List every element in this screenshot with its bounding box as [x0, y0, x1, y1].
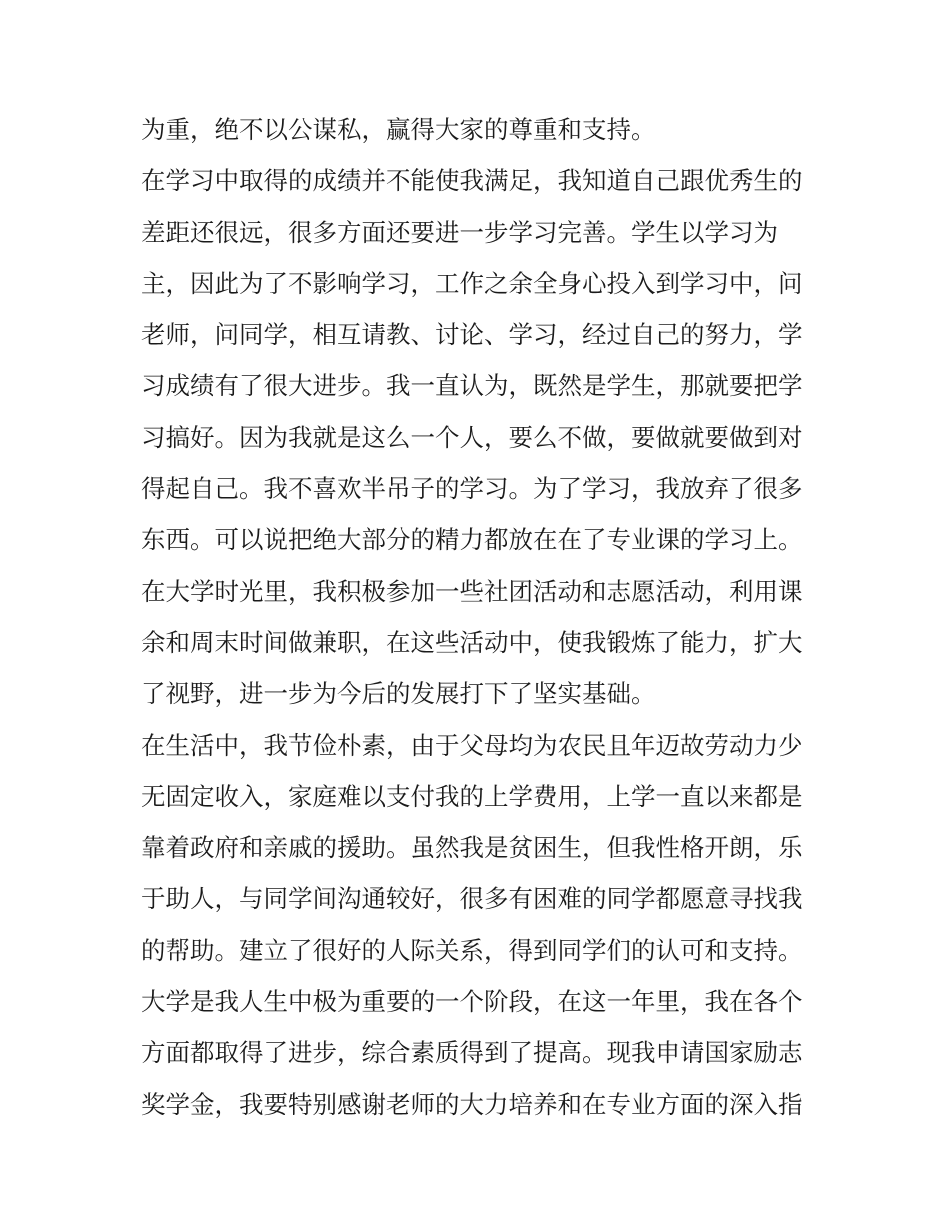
- text-line: 老师，问同学，相互请教、讨论、学习，经过自己的努力，学: [141, 320, 803, 350]
- text-line: 习成绩有了很大进步。我一直认为，既然是学生，那就要把学: [141, 371, 803, 401]
- text-line: 了视野，进一步为今后的发展打下了坚实基础。: [141, 679, 656, 709]
- text-line: 主，因此为了不影响学习，工作之余全身心投入到学习中，问: [141, 268, 803, 298]
- text-line: 的帮助。建立了很好的人际关系，得到同学们的认可和支持。: [141, 935, 803, 965]
- text-line: 方面都取得了进步，综合素质得到了提高。现我申请国家励志: [141, 1038, 803, 1068]
- text-line: 大学是我人生中极为重要的一个阶段，在这一年里，我在各个: [141, 987, 803, 1017]
- text-line: 靠着政府和亲戚的援助。虽然我是贫困生，但我性格开朗，乐: [141, 833, 803, 863]
- text-line: 在学习中取得的成绩并不能使我满足，我知道自己跟优秀生的: [141, 166, 803, 196]
- text-line: 差距还很远，很多方面还要进一步学习完善。学生以学习为: [141, 217, 778, 247]
- document-body: [141, 104, 821, 1130]
- text-line: 于助人，与同学间沟通较好，很多有困难的同学都愿意寻找我: [141, 884, 803, 914]
- text-line: 余和周末时间做兼职，在这些活动中，使我锻炼了能力，扩大: [141, 627, 803, 657]
- text-line: 在生活中，我节俭朴素，由于父母均为农民且年迈故劳动力少: [141, 730, 803, 760]
- text-line: 东西。可以说把绝大部分的精力都放在在了专业课的学习上。: [141, 525, 803, 555]
- text-line: 习搞好。因为我就是这么一个人，要么不做，要做就要做到对: [141, 422, 803, 452]
- text-line: 在大学时光里，我积极参加一些社团活动和志愿活动，利用课: [141, 576, 803, 606]
- text-line: 奖学金，我要特别感谢老师的大力培养和在专业方面的深入指: [141, 1089, 803, 1119]
- text-line: 为重，绝不以公谋私，赢得大家的尊重和支持。: [141, 115, 656, 144]
- text-line: 得起自己。我不喜欢半吊子的学习。为了学习，我放弃了很多: [141, 474, 803, 504]
- text-line: 无固定收入，家庭难以支付我的上学费用，上学一直以来都是: [141, 781, 803, 811]
